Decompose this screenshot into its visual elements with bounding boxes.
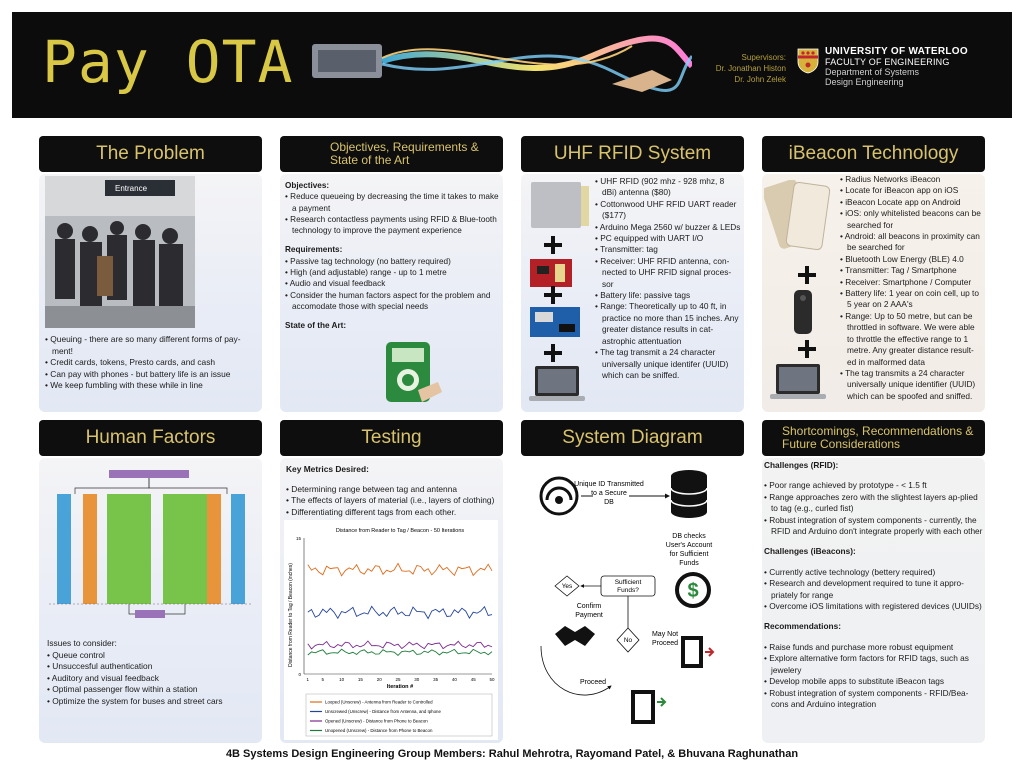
node-confirm: Confirm Payment bbox=[575, 603, 603, 619]
rfid-challenges-heading: Challenges (RFID): bbox=[764, 460, 839, 470]
chart-y-tick-label: 0 bbox=[298, 672, 301, 677]
list-item: • Range: Up to 50 metre, but can be throttled in software. We were able to throttle the effective range to 1 metre. Any greater distance result-ed in malformed data bbox=[840, 311, 983, 368]
testing-header: Testing bbox=[280, 420, 503, 456]
uhf-text bbox=[595, 176, 741, 381]
dollar-icon bbox=[677, 574, 709, 606]
objectives-panel bbox=[280, 174, 503, 412]
objectives-heading: Objectives: bbox=[285, 181, 330, 190]
chart-x-tick-label: 15 bbox=[357, 677, 363, 682]
list-item: • Android: all beacons in proximity can be searched for bbox=[840, 231, 983, 254]
chart-legend-label: Unscrewed (Unscrew) - Distance from Antenna, and Iphone bbox=[325, 709, 441, 715]
list-item: • Receiver: UHF RFID antenna, con-nected to UHF RFID signal proces-sor bbox=[595, 256, 741, 290]
metrics-heading: Key Metrics Desired: bbox=[286, 464, 369, 474]
testing-panel bbox=[280, 458, 503, 743]
shortcomings-panel bbox=[762, 458, 985, 743]
problem-header: The Problem bbox=[39, 136, 262, 172]
list-item: • iBeacon Locate app on Android bbox=[840, 197, 983, 208]
chart-legend-label: Unopened (Unscrew) - Distance from Phone to Beacon bbox=[325, 728, 433, 734]
chart-title: Distance from Reader to Tag / Beacon - 50 Iterations bbox=[335, 528, 465, 534]
list-item: • Overcome iOS limitations with registered devices (UUIDs) bbox=[764, 601, 984, 612]
list-item: • iOS: only whitelisted beacons can be searched for bbox=[840, 208, 983, 231]
list-item: • Bluetooth Low Energy (BLE) 4.0 bbox=[840, 254, 983, 265]
list-item: • Reduce queueing by decreasing the time it takes to make a payment bbox=[285, 191, 501, 214]
ibeacon-text bbox=[840, 174, 983, 402]
entry-door-icon bbox=[631, 690, 665, 724]
svg-text:$: $ bbox=[687, 580, 699, 602]
list-item: • Poor range achieved by prototype - < 1.5 ft bbox=[764, 480, 984, 491]
node-yes: Yes bbox=[561, 583, 573, 590]
list-item: • The effects of layers of material (i.e., layers of clothing) bbox=[286, 495, 502, 507]
plus-icon bbox=[798, 340, 816, 358]
system-diagram-header: System Diagram bbox=[521, 420, 744, 456]
queue-photo bbox=[45, 176, 195, 328]
list-item: • Raise funds and purchase more robust equipment bbox=[764, 642, 984, 653]
chart-x-tick-label: 30 bbox=[414, 677, 420, 682]
sensor-icon bbox=[541, 478, 577, 514]
list-item: • Battery life: 1 year on coin cell, up to 5 year on 2 AAA's bbox=[840, 288, 983, 311]
list-item: • Battery life: passive tags bbox=[595, 290, 741, 301]
plus-icon bbox=[798, 266, 816, 284]
iphone-image bbox=[764, 180, 834, 250]
fiber-optic-image bbox=[312, 26, 692, 98]
node-may-not: May Not Proceed bbox=[651, 631, 679, 647]
chart-x-tick-label: 10 bbox=[339, 677, 345, 682]
list-item: • Queue control bbox=[47, 650, 259, 662]
testing-text bbox=[286, 462, 502, 518]
list-item: • Robust integration of system components - currently, the RFID and Arduino don't integrate properly with each other bbox=[764, 515, 984, 538]
department-name: Department of Systems bbox=[825, 67, 920, 77]
shortcomings-text bbox=[764, 458, 984, 710]
university-name: UNIVERSITY OF WATERLOO bbox=[825, 46, 968, 57]
list-item: • Credit cards, tokens, Presto cards, and cash bbox=[45, 357, 257, 369]
range-test-chart bbox=[284, 520, 498, 740]
list-item: • Robust integration of system components - RFID/Bea-cons and Arduino integration bbox=[764, 688, 984, 711]
rfid-reader-board-image bbox=[529, 258, 573, 288]
supervisors-block bbox=[672, 52, 786, 85]
list-item: • Range: Theoretically up to 40 ft, in practice no more than 15 inches. Any greater distance results in cat-astrophic attentuation bbox=[595, 301, 741, 347]
uw-crest-icon bbox=[797, 48, 819, 74]
presto-reader-image bbox=[380, 340, 442, 408]
human-factors-header: Human Factors bbox=[39, 420, 262, 456]
supervisors-label: Supervisors: bbox=[741, 53, 786, 62]
list-item: • Transmitter: Tag / Smartphone bbox=[840, 265, 983, 276]
list-item: • The tag transmit a 24 character universally unique identifer (UUID) which can be sniffed. bbox=[595, 347, 741, 381]
list-item: • Locate for iBeacon app on iOS bbox=[840, 185, 983, 196]
chart-y-tick-label: 15 bbox=[295, 536, 301, 541]
poster-title: Pay OTA bbox=[42, 28, 294, 96]
list-item: • Research contactless payments using RFID & Blue-tooth technology to improve the payment experience bbox=[285, 214, 501, 237]
payment-flow-diagram bbox=[521, 458, 744, 743]
list-item: • Cottonwood UHF RFID UART reader ($177) bbox=[595, 199, 741, 222]
chart-y-axis-label: Distance from Reader to Tag / Beacon (inches) bbox=[288, 563, 294, 667]
node-uuid: Unique ID Transmitted to a Secure DB bbox=[574, 481, 644, 506]
list-item: • Consider the human factors aspect for the problem and accomodate those with special needs bbox=[285, 290, 501, 313]
rfid-antenna-image bbox=[529, 180, 591, 230]
faculty-name: FACULTY OF ENGINEERING bbox=[825, 57, 950, 67]
ibeacon-header: iBeacon Technology bbox=[762, 136, 985, 172]
chart-x-axis-label: Iteration # bbox=[386, 684, 414, 690]
objectives-text bbox=[285, 178, 501, 332]
chart-x-tick-label: 1 bbox=[306, 677, 310, 682]
exit-door-icon bbox=[681, 636, 713, 668]
laptop-image bbox=[527, 364, 587, 404]
chart-legend-label: Opened (Unscrew) - Distance from Phone to Beacon bbox=[325, 718, 428, 724]
node-sufficient: Sufficient Funds? bbox=[614, 579, 642, 594]
objectives-header: Objectives, Requirements & State of the Art bbox=[280, 136, 503, 172]
list-item: • Receiver: Smartphone / Computer bbox=[840, 277, 983, 288]
uhf-panel bbox=[521, 174, 744, 412]
list-item: • Queuing - there are so many different forms of pay-ment! bbox=[45, 334, 257, 357]
list-item: • Can pay with phones - but battery life is an issue bbox=[45, 369, 257, 381]
chart-x-tick-label: 45 bbox=[470, 677, 476, 682]
list-item: • Passive tag technology (no battery required) bbox=[285, 256, 501, 267]
list-item: • UHF RFID (902 mhz - 928 mhz, 8 dBi) antenna ($80) bbox=[595, 176, 741, 199]
plus-icon bbox=[544, 286, 562, 304]
university-block bbox=[825, 46, 968, 87]
list-item: • Currently active technology (bettery required) bbox=[764, 567, 984, 578]
shortcomings-header: Shortcomings, Recommendations & Future Considerations bbox=[762, 420, 985, 456]
recommendations-heading: Recommendations: bbox=[764, 621, 841, 632]
plus-icon bbox=[544, 344, 562, 362]
list-item: • We keep fumbling with these while in line bbox=[45, 380, 257, 392]
station-layout-diagram bbox=[45, 464, 257, 624]
list-item: • High (and adjustable) range - up to 1 metre bbox=[285, 267, 501, 278]
problem-text bbox=[45, 334, 257, 392]
supervisor-name: Dr. Jonathan Histon bbox=[715, 64, 786, 73]
list-item: • Research and development required to tune it appro-priately for range bbox=[764, 578, 984, 601]
issues-heading: Issues to consider: bbox=[47, 638, 117, 648]
list-item: • Range approaches zero with the slightest layers ap-plied to tag (e.g., curled fist) bbox=[764, 492, 984, 515]
laptop-image bbox=[768, 362, 828, 402]
chart-x-tick-label: 35 bbox=[433, 677, 439, 682]
supervisor-name: Dr. John Zelek bbox=[734, 75, 786, 84]
list-item: • Optimize the system for buses and street cars bbox=[47, 696, 259, 708]
list-item: • The tag transmits a 24 character universally unique identifier (UUID) which can be spoofed and sniffed. bbox=[840, 368, 983, 402]
department-name: Design Engineering bbox=[825, 77, 904, 87]
ibeacon-panel bbox=[762, 174, 985, 412]
list-item: • Transmitter: tag bbox=[595, 244, 741, 255]
list-item: • Optimal passenger flow within a station bbox=[47, 684, 259, 696]
list-item: • Determining range between tag and antenna bbox=[286, 484, 502, 496]
node-proceed: Proceed bbox=[579, 679, 607, 686]
plus-icon bbox=[544, 236, 562, 254]
arduino-board-image bbox=[529, 306, 581, 338]
uhf-header: UHF RFID System bbox=[521, 136, 744, 172]
list-item: • Arduino Mega 2560 w/ buzzer & LEDs bbox=[595, 222, 741, 233]
node-no: No bbox=[623, 637, 633, 644]
node-db-check: DB checks User's Account for Sufficient Funds bbox=[665, 533, 713, 567]
list-item: • PC equipped with UART I/O bbox=[595, 233, 741, 244]
list-item: • Radius Networks iBeacon bbox=[840, 174, 983, 185]
chart-x-tick-label: 25 bbox=[395, 677, 401, 682]
list-item: • Auditory and visual feedback bbox=[47, 673, 259, 685]
list-item: • Audio and visual feedback bbox=[285, 278, 501, 289]
system-diagram-panel bbox=[521, 458, 744, 743]
list-item: • Explore alternative form factors for RFID tags, such as jewelery bbox=[764, 653, 984, 676]
chart-x-tick-label: 50 bbox=[489, 677, 495, 682]
human-factors-text bbox=[47, 638, 259, 707]
list-item: • Unsuccesful authentication bbox=[47, 661, 259, 673]
human-factors-panel bbox=[39, 458, 262, 743]
problem-panel bbox=[39, 174, 262, 412]
state-heading: State of the Art: bbox=[285, 321, 347, 331]
database-icon bbox=[671, 470, 707, 518]
chart-x-tick-label: 20 bbox=[376, 677, 382, 682]
poster-footer: 4B Systems Design Engineering Group Members: Rahul Mehrotra, Rayomand Patel, & Bhuvana Raghunathan bbox=[225, 748, 799, 760]
ibeacon-tag-image bbox=[792, 288, 814, 336]
ibeacon-challenges-heading: Challenges (iBeacons): bbox=[764, 546, 856, 557]
handshake-icon bbox=[555, 626, 595, 646]
requirements-heading: Requirements: bbox=[285, 245, 343, 255]
chart-legend-label: Looped (Unscrew) - Antenna from Reader to Controlled bbox=[325, 699, 433, 705]
chart-x-tick-label: 40 bbox=[451, 677, 457, 682]
chart-x-tick-label: 5 bbox=[321, 677, 325, 682]
poster-header bbox=[12, 12, 1012, 118]
entrance-sign-text: Entrance bbox=[115, 184, 148, 193]
list-item: • Develop mobile apps to substitute iBeacon tags bbox=[764, 676, 984, 687]
list-item: • Differentiating different tags from each other. bbox=[286, 507, 502, 519]
